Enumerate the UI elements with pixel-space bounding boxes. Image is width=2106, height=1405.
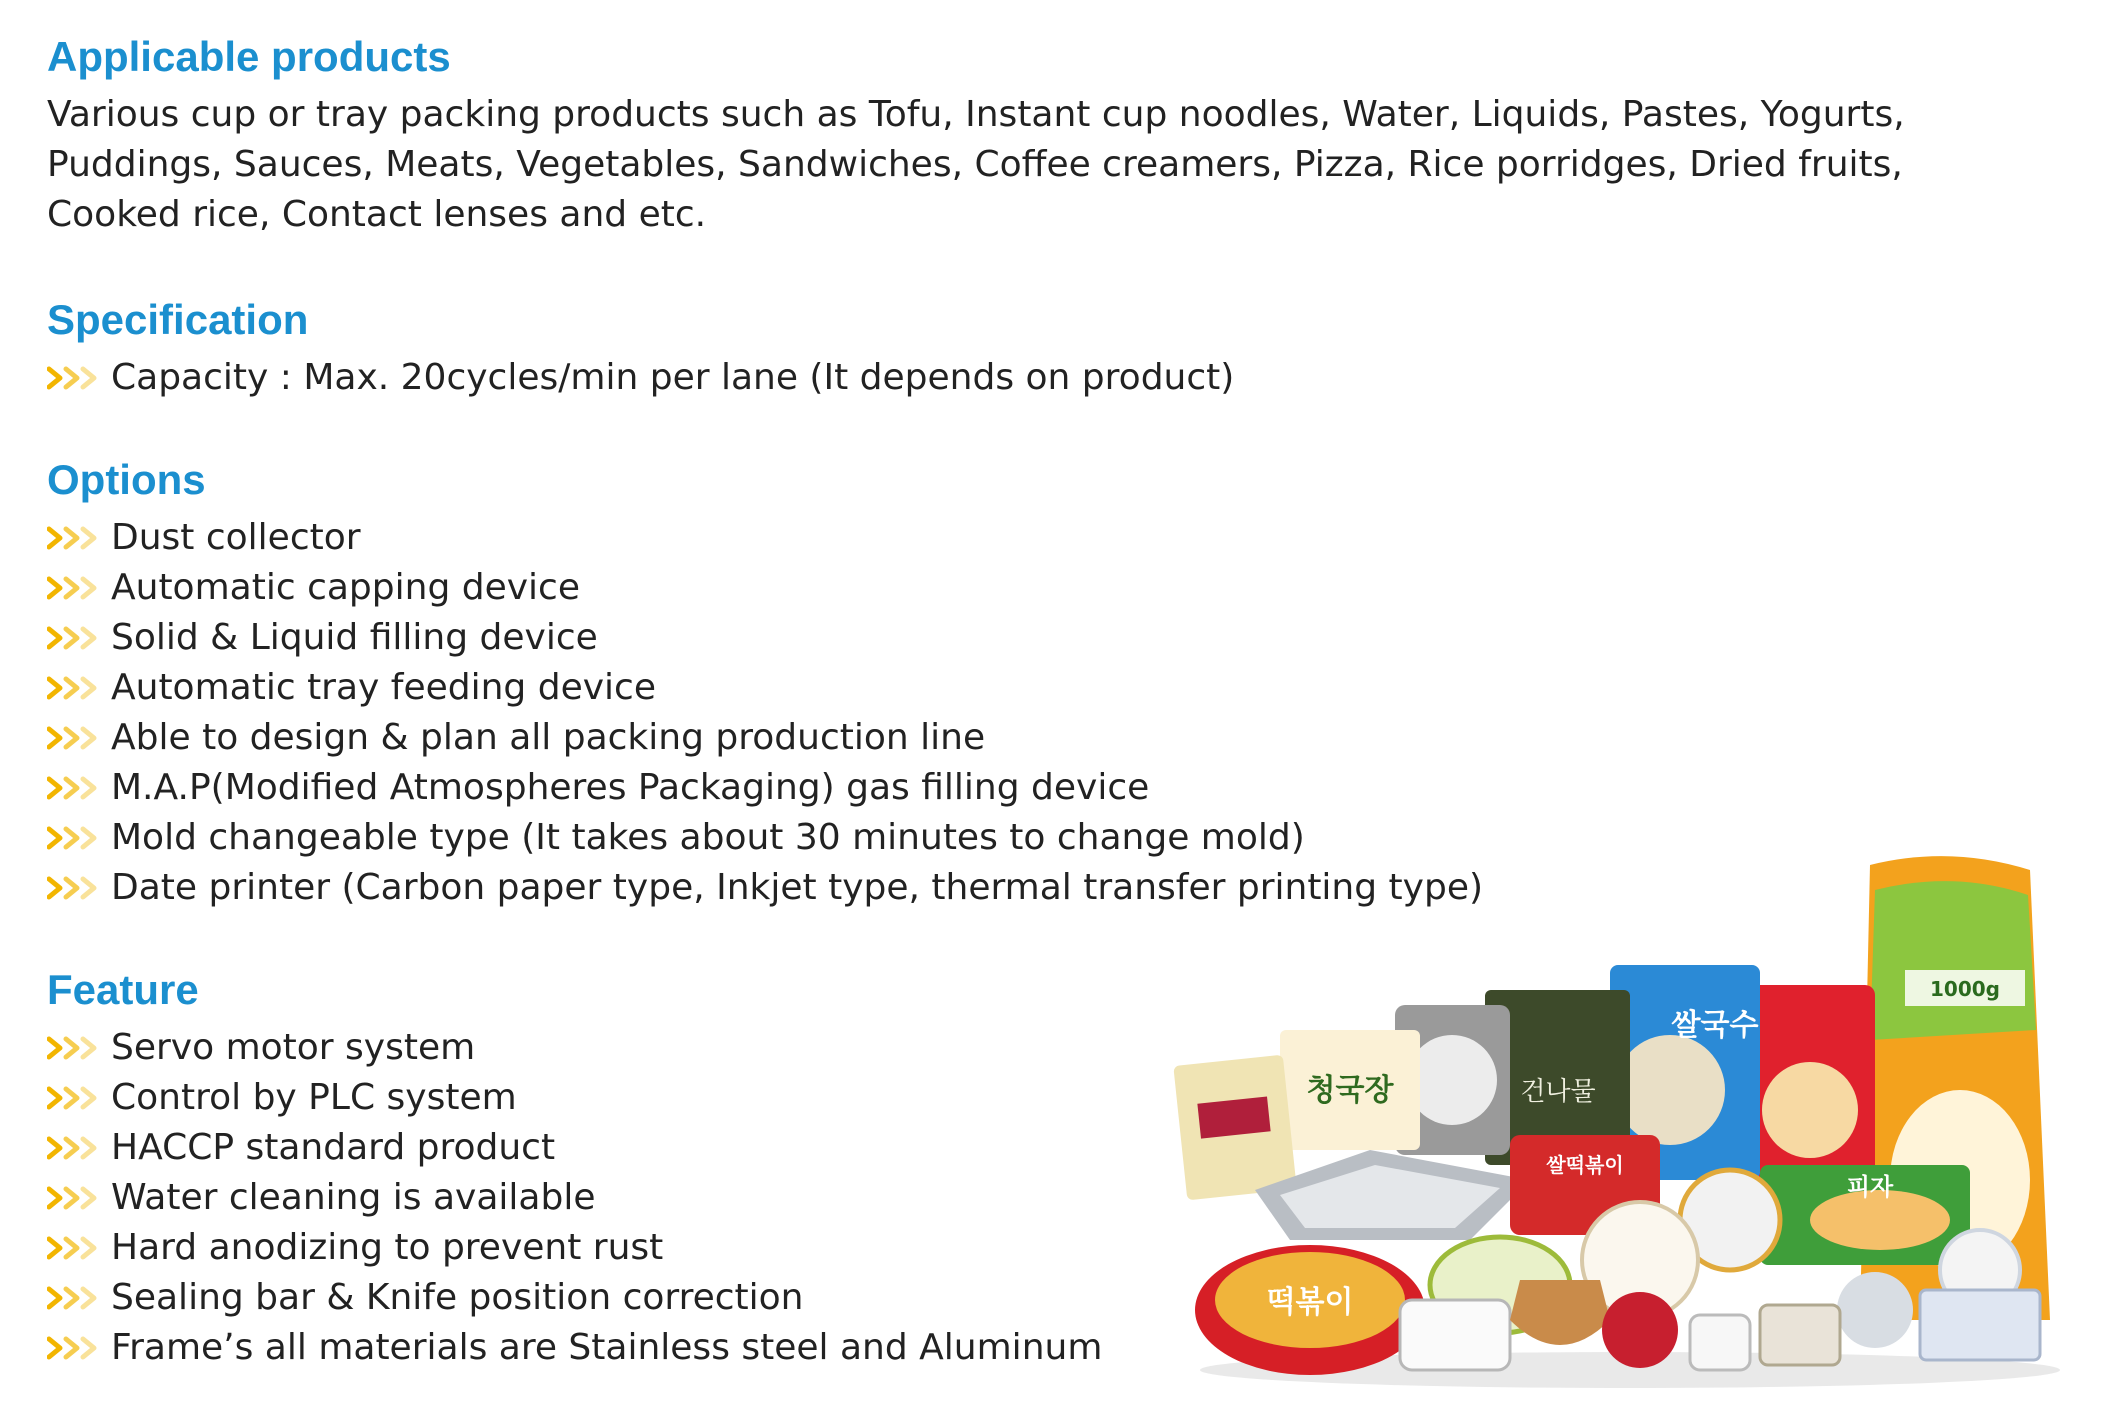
options-heading: Options	[47, 456, 206, 503]
feature-item	[47, 1223, 1102, 1273]
pizza-tray-image	[1760, 1165, 1970, 1265]
feature-item-text: Hard anodizing to prevent rust	[111, 1227, 664, 1268]
option-item-text: Mold changeable type (It takes about 30 minutes to change mold)	[111, 817, 1305, 858]
svg-text:피자: 피자	[1846, 1173, 1894, 1201]
applicable-products-text: Various cup or tray packing products such as Tofu, Instant cup noodles, Water, Liquids, Pastes, Yogurts, Puddings, Sauces, Meats, Vegetables, Sandwiches, Coffee creamers, Pizza, Rice porridges, Dried fruits, Cooked rice, Contact lenses and etc.	[47, 94, 1905, 235]
chevron-bullet-icon	[47, 776, 103, 800]
applicable-products-section	[47, 32, 2027, 240]
svg-text:건나물: 건나물	[1520, 1077, 1596, 1107]
chevron-bullet-icon	[47, 676, 103, 700]
chevron-bullet-icon	[47, 626, 103, 650]
chevron-bullet-icon	[47, 826, 103, 850]
option-item-text: Solid & Liquid filling device	[111, 617, 598, 658]
chevron-bullet-icon	[47, 1236, 103, 1260]
feature-item-text: HACCP standard product	[111, 1127, 556, 1168]
option-item-text: M.A.P(Modified Atmospheres Packaging) gas filling device	[111, 767, 1150, 808]
red-noodle-pack-image	[1745, 985, 1875, 1195]
chevron-bullet-icon	[47, 726, 103, 750]
option-item-text: Able to design & plan all packing production line	[111, 717, 986, 758]
options-section	[47, 455, 1483, 913]
feature-item	[47, 1173, 1102, 1223]
svg-text:떡볶이: 떡볶이	[1266, 1285, 1354, 1320]
feature-item-text: Servo motor system	[111, 1027, 476, 1068]
specification-item-text: Capacity : Max. 20cycles/min per lane (It depends on product)	[111, 357, 1235, 398]
feature-item	[47, 1123, 1102, 1173]
chevron-bullet-icon	[47, 1036, 103, 1060]
specification-item	[47, 353, 1234, 403]
chevron-bullet-icon	[47, 1336, 103, 1360]
feature-item-text: Sealing bar & Knife position correction	[111, 1277, 804, 1318]
noodle-bowl-image	[1195, 1245, 1425, 1375]
chevron-bullet-icon	[47, 526, 103, 550]
applicable-products-heading: Applicable products	[47, 33, 451, 80]
option-item	[47, 613, 1483, 663]
cheonggukjang-pack-image	[1280, 1030, 1420, 1150]
feature-item-text: Control by PLC system	[111, 1077, 517, 1118]
chevron-bullet-icon	[47, 876, 103, 900]
option-item	[47, 763, 1483, 813]
feature-item	[47, 1023, 1102, 1073]
chevron-bullet-icon	[47, 366, 103, 390]
chevron-bullet-icon	[47, 1086, 103, 1110]
small-snack-pack-image	[1173, 1055, 1297, 1201]
svg-text:쌀국수: 쌀국수	[1671, 1008, 1759, 1043]
option-item	[47, 713, 1483, 763]
chevron-bullet-icon	[47, 576, 103, 600]
option-item	[47, 663, 1483, 713]
chevron-bullet-icon	[47, 1286, 103, 1310]
option-item-text: Date printer (Carbon paper type, Inkjet type, thermal transfer printing type)	[111, 867, 1484, 908]
specification-heading: Specification	[47, 296, 309, 343]
option-item	[47, 563, 1483, 613]
chevron-bullet-icon	[47, 1136, 103, 1160]
svg-text:쌀떡볶이: 쌀떡볶이	[1546, 1153, 1624, 1177]
svg-text:1000g: 1000g	[1930, 977, 2000, 1001]
feature-section	[47, 965, 1102, 1373]
feature-item	[47, 1273, 1102, 1323]
feature-heading: Feature	[47, 966, 199, 1013]
specification-section	[47, 295, 1234, 403]
feature-list	[47, 1023, 1102, 1373]
feature-item	[47, 1323, 1102, 1373]
option-item-text: Dust collector	[111, 517, 361, 558]
option-item-text: Automatic capping device	[111, 567, 580, 608]
feature-item	[47, 1073, 1102, 1123]
option-item	[47, 513, 1483, 563]
option-item-text: Automatic tray feeding device	[111, 667, 656, 708]
feature-item-text: Frame’s all materials are Stainless steel and Aluminum	[111, 1327, 1103, 1368]
svg-text:청국장: 청국장	[1306, 1073, 1394, 1108]
packaged-products-image	[1170, 850, 2070, 1390]
specification-list	[47, 353, 1234, 403]
chevron-bullet-icon	[47, 1186, 103, 1210]
feature-item-text: Water cleaning is available	[111, 1177, 596, 1218]
